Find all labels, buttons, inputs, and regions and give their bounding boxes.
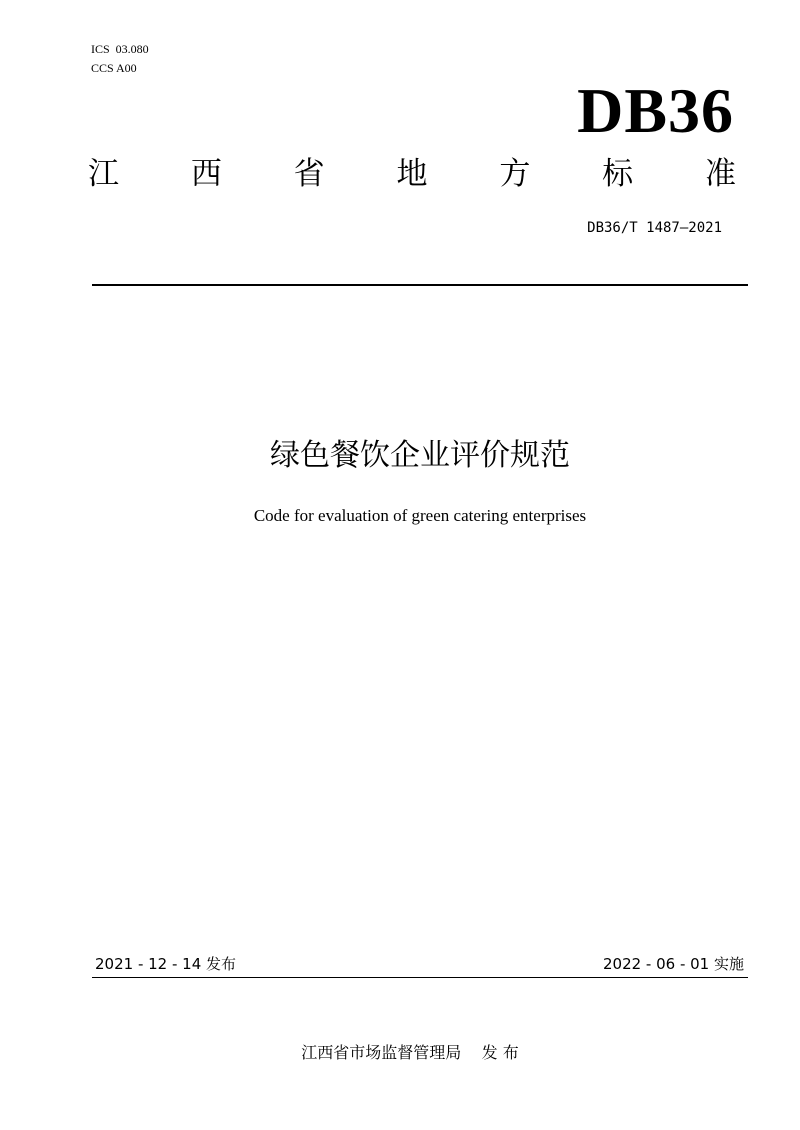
standard-category-title (88, 154, 736, 194)
title-char: 西 (190, 156, 222, 192)
publisher: 江西省市场监督管理局 发 布 (301, 1043, 519, 1062)
implementation-date: 2022 - 06 - 01 实施 (602, 955, 744, 973)
standard-number: DB36/T 1487—2021 (587, 220, 722, 236)
standard-code: DB36 (577, 75, 734, 146)
footer-divider (92, 977, 748, 978)
title-char: 准 (704, 156, 736, 192)
ccs-code: CCS A00 (91, 61, 137, 75)
title-char: 省 (293, 156, 325, 192)
ics-code: ICS 03.080 (91, 42, 149, 56)
title-char: 地 (396, 156, 428, 192)
header-divider (92, 284, 748, 286)
document-subtitle: Code for evaluation of green catering enterprises (253, 506, 587, 525)
title-char: 标 (602, 156, 634, 192)
title-char: 江 (88, 156, 119, 192)
document-title: 绿色餐饮企业评价规范 (270, 438, 570, 473)
release-date: 2021 - 12 - 14 发布 (95, 955, 237, 973)
title-char: 方 (499, 156, 531, 192)
